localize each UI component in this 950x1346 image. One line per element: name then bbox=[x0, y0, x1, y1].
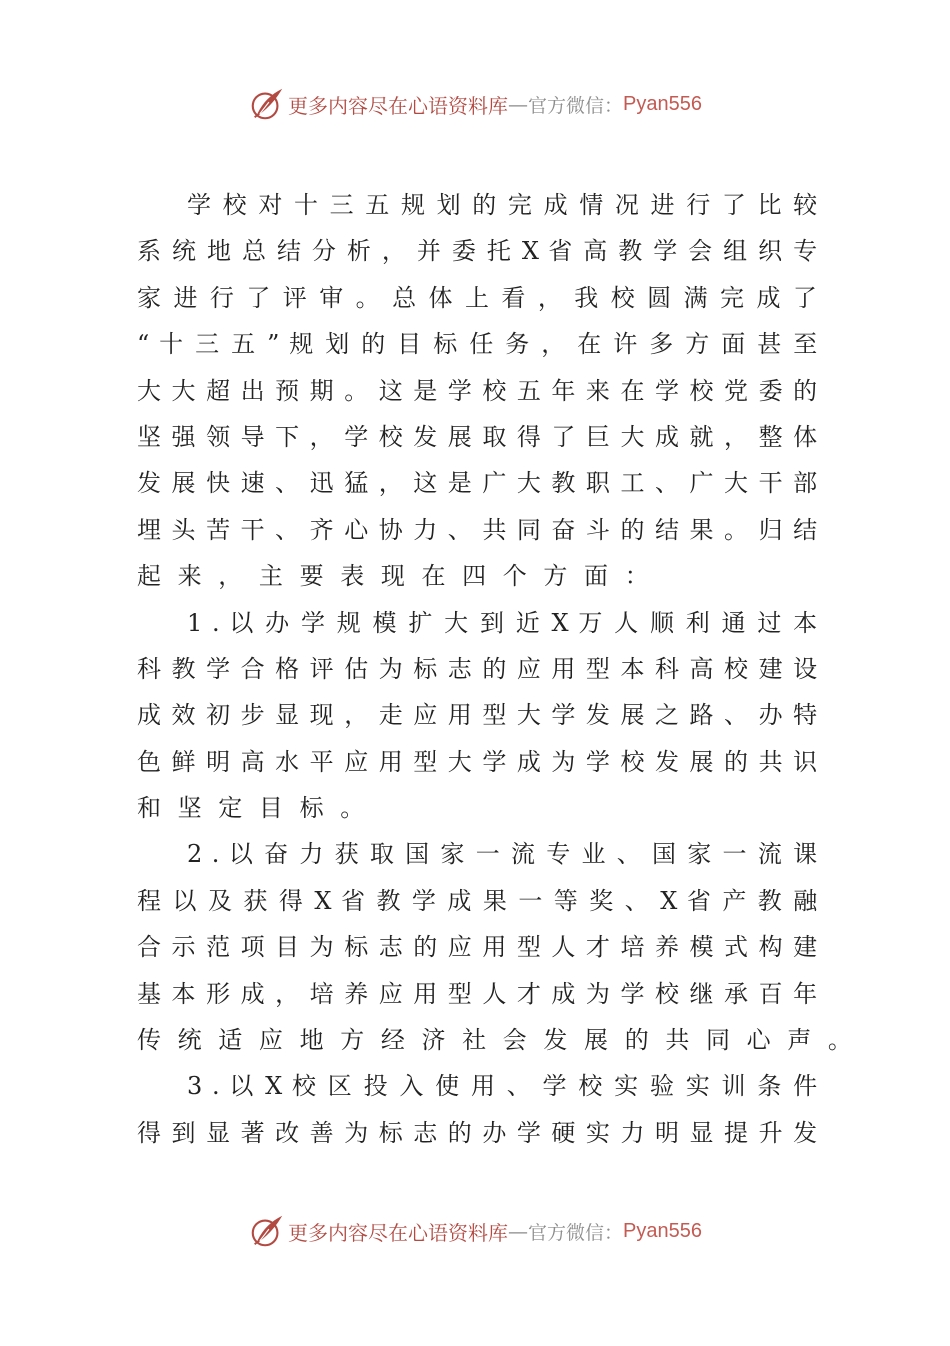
text-line-paragraph-end: 传 统 适 应 地 方 经 济 社 会 发 展 的 共 同 心 声 。 bbox=[137, 1026, 852, 1055]
text-line: “ 十 三 五 ” 规 划 的 目 标 任 务 ， 在 许 多 方 面 甚 至 bbox=[137, 330, 818, 359]
text-line: 2 . 以 奋 力 获 取 国 家 一 流 专 业 、 国 家 一 流 课 bbox=[187, 840, 818, 869]
text-line: 大 大 超 出 预 期 。 这 是 学 校 五 年 来 在 学 校 党 委 的 bbox=[137, 376, 818, 405]
text-line: 3 . 以 X 校 区 投 入 使 用 、 学 校 实 验 实 训 条 件 bbox=[187, 1072, 818, 1101]
text-line: 坚 强 领 导 下 ， 学 校 发 展 取 得 了 巨 大 成 就 ， 整 体 bbox=[137, 422, 818, 451]
text-line: 得 到 显 著 改 善 为 标 志 的 办 学 硬 实 力 明 显 提 升 发 bbox=[137, 1118, 818, 1147]
text-line: 成 效 初 步 显 现 ， 走 应 用 型 大 学 发 展 之 路 、 办 特 bbox=[137, 701, 818, 730]
text-line: 家 进 行 了 评 审 。 总 体 上 看 ， 我 校 圆 满 完 成 了 bbox=[137, 283, 817, 312]
text-line: 1 . 以 办 学 规 模 扩 大 到 近 X 万 人 顺 利 通 过 本 bbox=[187, 608, 818, 637]
banner-wechat-id: Pyan556 bbox=[623, 92, 702, 115]
quill-logo-icon bbox=[248, 85, 286, 123]
text-line: 色 鲜 明 高 水 平 应 用 型 大 学 成 为 学 校 发 展 的 共 识 bbox=[137, 747, 818, 776]
banner-brand-text: 更多内容尽在心语资料库 bbox=[288, 93, 508, 118]
text-line: 基 本 形 成 ， 培 养 应 用 型 人 才 成 为 学 校 继 承 百 年 bbox=[137, 979, 818, 1008]
banner-contact-label: 官方微信： bbox=[528, 1221, 624, 1244]
document-body bbox=[137, 182, 852, 1156]
banner-contact-label: 官方微信： bbox=[528, 94, 624, 117]
text-line-paragraph-end: 起 来 ， 主 要 表 现 在 四 个 方 面 ： bbox=[137, 562, 649, 591]
banner-dash: — bbox=[508, 1219, 528, 1243]
banner-dash: — bbox=[508, 92, 528, 116]
text-line: 系 统 地 总 结 分 析 ， 并 委 托 X 省 高 教 学 会 组 织 专 bbox=[137, 237, 818, 266]
header-banner bbox=[0, 84, 950, 124]
text-line: 学 校 对 十 三 五 规 划 的 完 成 情 况 进 行 了 比 较 bbox=[187, 191, 818, 219]
text-line: 科 教 学 合 格 评 估 为 标 志 的 应 用 型 本 科 高 校 建 设 bbox=[137, 654, 818, 683]
banner-wechat-id: Pyan556 bbox=[623, 1219, 702, 1242]
quill-logo-icon bbox=[248, 1212, 286, 1250]
text-line: 发 展 快 速 、 迅 猛 ， 这 是 广 大 教 职 工 、 广 大 干 部 bbox=[137, 469, 818, 498]
text-line-paragraph-end: 和 坚 定 目 标 。 bbox=[137, 794, 365, 823]
text-line: 程 以 及 获 得 X 省 教 学 成 果 一 等 奖 、 X 省 产 教 融 bbox=[137, 886, 818, 915]
text-line: 合 示 范 项 目 为 标 志 的 应 用 型 人 才 培 养 模 式 构 建 bbox=[137, 933, 818, 962]
text-line: 埋 头 苦 干 、 齐 心 协 力 、 共 同 奋 斗 的 结 果 。 归 结 bbox=[137, 515, 818, 544]
banner-brand-text: 更多内容尽在心语资料库 bbox=[288, 1220, 508, 1245]
footer-banner bbox=[0, 1211, 950, 1251]
